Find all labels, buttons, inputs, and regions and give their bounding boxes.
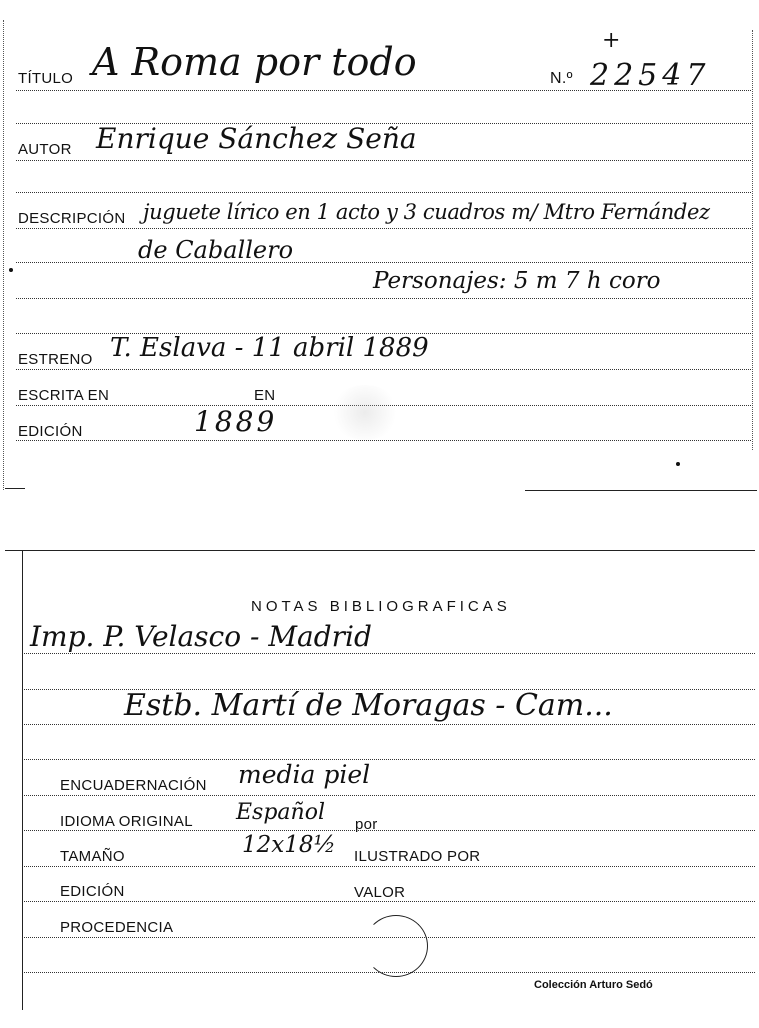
coleccion-label: Colección Arturo Sedó [534, 979, 653, 991]
tamano-label: TAMAÑO [60, 848, 125, 865]
ruled-line [24, 759, 755, 760]
en-label: EN [254, 387, 276, 404]
descripcion-value-1: juguete lírico en 1 acto y 3 cuadros m/ Mtro Fernández [143, 200, 710, 224]
escrita-label: ESCRITA EN [18, 387, 110, 404]
ruled-line [16, 298, 751, 299]
notes-line-2: Estb. Martí de Moragas - Cam... [124, 688, 613, 723]
ruled-line [16, 440, 751, 441]
ruled-line [24, 901, 755, 902]
numero-mark: + [602, 28, 621, 53]
tamano-value: 12x18½ [242, 832, 336, 858]
titulo-label: TÍTULO [18, 70, 74, 87]
autor-label: AUTOR [18, 141, 72, 158]
numero-label: N.º [550, 70, 573, 87]
card-bottom-edge [525, 490, 757, 491]
catalog-card-top [0, 0, 759, 500]
card-left-edge [3, 20, 4, 490]
card-right-edge [752, 30, 753, 450]
ruled-line [16, 369, 751, 370]
ruled-line [24, 830, 755, 831]
paper-stain [330, 385, 400, 440]
ruled-line [24, 653, 755, 654]
card-bottom-edge [5, 488, 25, 489]
encuadernacion-label: ENCUADERNACIÓN [60, 777, 207, 794]
descripcion-value-3: Personajes: 5 m 7 h coro [373, 268, 661, 294]
descripcion-label: DESCRIPCIÓN [18, 210, 126, 227]
card-left-edge [22, 550, 23, 1010]
descripcion-value-2: de Caballero [138, 236, 294, 264]
autor-value: Enrique Sánchez Seña [96, 122, 417, 155]
estreno-value: T. Eslava - 11 abril 1889 [110, 333, 429, 363]
circular-stamp [364, 915, 428, 977]
ink-dot [9, 268, 13, 272]
por-label: por [355, 816, 378, 833]
ruled-line [16, 192, 751, 193]
encuadernacion-value: media piel [238, 760, 371, 789]
edicion-value: 1889 [194, 405, 278, 438]
idioma-value: Español [236, 800, 325, 825]
numero-value: 22547 [590, 58, 711, 93]
card-top-edge [5, 550, 755, 551]
titulo-value: A Roma por todo [92, 40, 417, 84]
ruled-line [24, 795, 755, 796]
catalog-card-bottom [0, 548, 759, 1018]
ruled-line [16, 228, 751, 229]
ruled-line [24, 866, 755, 867]
procedencia-label: PROCEDENCIA [60, 919, 174, 936]
ruled-line [24, 724, 755, 725]
idioma-label: IDIOMA ORIGINAL [60, 813, 193, 830]
valor-label: VALOR [354, 884, 406, 901]
ruled-line [16, 262, 751, 263]
notas-heading: NOTAS BIBLIOGRAFICAS [251, 598, 511, 615]
ink-dot [676, 462, 680, 466]
estreno-label: ESTRENO [18, 351, 93, 368]
notes-line-1: Imp. P. Velasco - Madrid [30, 620, 372, 653]
edicion-label: EDICIÓN [18, 423, 83, 440]
ilustrado-label: ILUSTRADO POR [354, 848, 481, 865]
ruled-line [16, 160, 751, 161]
edicion-label-bottom: EDICIÓN [60, 883, 125, 900]
